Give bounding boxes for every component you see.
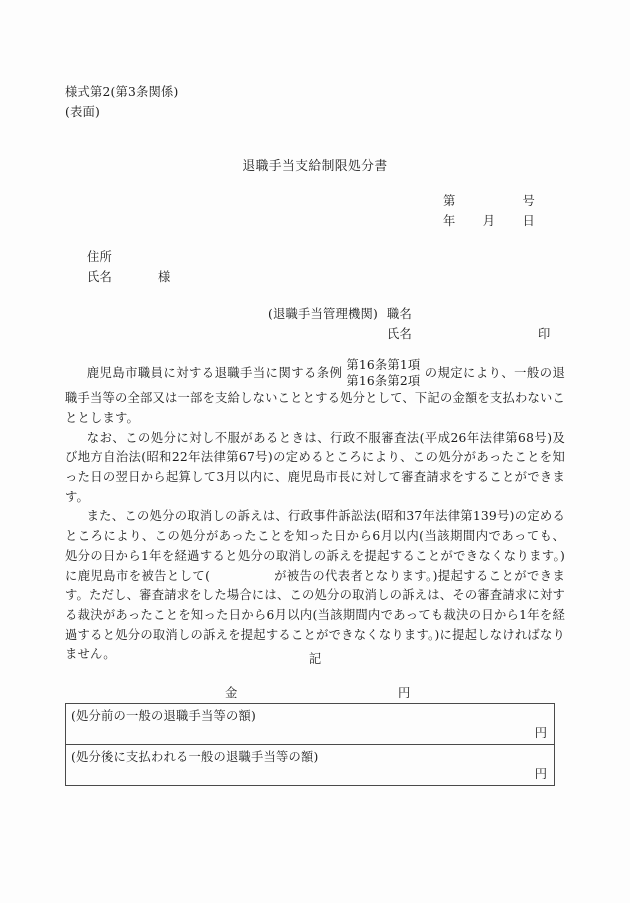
- document-number-line: [443, 192, 535, 212]
- amount-line: [0, 684, 630, 704]
- row-label: (処分前の一般の退職手当等の額): [71, 709, 256, 723]
- paragraph-disposition: [65, 358, 565, 429]
- ki-heading: 記: [308, 652, 322, 666]
- doc-number-prefix: 第: [443, 194, 456, 208]
- amount-unit-label: 円: [398, 686, 411, 700]
- recipient-name-line: [87, 268, 387, 288]
- paragraph-1-after: の規定により、一般の退職手当等の全部又は一部を支給しないこととする処分として、下記の金額を支払わないこととします。: [65, 366, 566, 425]
- paragraph-1-before: 鹿児島市職員に対する退職手当に関する条例: [74, 366, 343, 381]
- amount-table: [65, 703, 555, 786]
- row-unit-yen: 円: [534, 726, 547, 740]
- body-text: [65, 358, 565, 665]
- issuer-org-line: [268, 305, 568, 325]
- document-title: 退職手当支給制限処分書: [242, 159, 388, 174]
- provision-option-1: 第16条第1項: [346, 358, 421, 372]
- provision-option-2: 第16条第2項: [346, 373, 421, 388]
- doc-number-suffix: 号: [522, 194, 535, 208]
- date-month-label: 月: [482, 214, 496, 228]
- table-row-before-disposition: [66, 704, 554, 745]
- date-year-label: 年: [443, 214, 456, 228]
- issuer-title-label: 職名: [387, 307, 412, 321]
- table-row-after-disposition: [66, 745, 554, 785]
- issuer-org-label: (退職手当管理機関): [268, 307, 378, 321]
- seal-label: 印: [538, 327, 551, 341]
- amount-prefix-label: 金: [225, 686, 238, 700]
- side-label: (表面): [65, 105, 100, 119]
- recipient-name-label: 氏名: [87, 270, 112, 284]
- paragraph-administrative-appeal: なお、この処分に対し不服があるときは、行政不服審査法(平成26年法律第68号)及び地方自治法(昭和22年法律第67号)の定めるところにより、この処分があったことを知った日の翌日から起算して3月以内に、鹿児島市長に対して審査請求をすることができます。: [65, 430, 565, 504]
- recipient-address-label: 住所: [87, 250, 112, 264]
- row-label: (処分後に支払われる一般の退職手当等の額): [71, 750, 319, 764]
- issuer-name-label: 氏名: [387, 327, 412, 341]
- row-unit-yen: 円: [534, 767, 547, 781]
- date-day-label: 日: [522, 214, 535, 228]
- issuer-name-line: [387, 325, 587, 345]
- paragraph-lawsuit: また、この処分の取消しの訴えは、行政事件訴訟法(昭和37年法律第139号)の定めるところにより、この処分があったことを知った日から6月以内(当該期間内であっても、処分の日から1年を経過すると処分の取消しの訴えを提起することができなくなります。)に鹿児島市を被告として( が被告の代表者となります。)提起することができます。ただし、審査請求をした場合には、この処分の取消しの訴えは、その審査請求に対する裁決があったことを知った日から6月以内(当該期間内であっても裁決の日から1年を経過すると処分の取消しの訴えを提起することができなくなります。)に提起しなければなりません。: [65, 509, 565, 662]
- date-line: [443, 212, 535, 232]
- form-number: 様式第2(第3条関係): [65, 85, 179, 99]
- provision-choice-stack: [346, 358, 420, 389]
- recipient-honorific: 様: [158, 270, 171, 284]
